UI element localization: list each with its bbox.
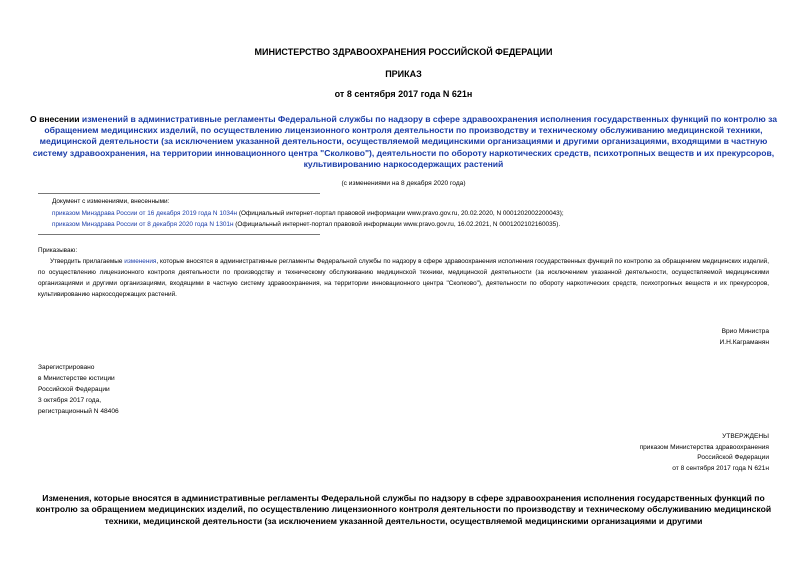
registration-line: регистрационный N 48406 — [38, 408, 119, 415]
order-title-link[interactable]: изменений в административные регламенты Федеральной службы по надзору в сфере здравоохранения исполнения государственных функций по контролю за обращением медицинских изделий, по осуществлению лицензионного контроля деятельности по производству и техническому обслуживанию медицинской техники, медицинской деятельности (за исключением указанной деятельности, осуществляемой медицинскими организациями и другими организациями, входящими в частную систему здравоохранения, на территории инновационного центра "Сколково"), деятельности по обороту наркотических средств, психотропных веществ и их прекурсоров, культивированию наркосодержащих растений — [32, 114, 778, 169]
order-approve-link[interactable]: изменения — [124, 258, 157, 265]
doc-type-heading: ПРИКАЗ — [385, 69, 422, 79]
approved-line: приказом Министерства здравоохранения — [639, 443, 769, 451]
order-approve-text: , которые вносятся в административные регламенты Федеральной службы по надзору в сфере здравоохранения исполнения государственных функций по контролю за обращением медицинских изделий, по осуществлению лицензионного контроля деятельности по производству и техническому обслуживанию медицинской техники, медицинской деятельности (за исключением указанной деятельности, осуществляемой медицинскими организациями и другими организациями, входящими в частную систему здравоохранения, на территории инновационного центра "Сколково"), деятельности по обороту наркотических средств, психотропных веществ и их прекурсоров, культивированию наркосодержащих растений. — [38, 258, 769, 298]
approved-line: УТВЕРЖДЕНЫ — [722, 433, 769, 440]
divider-top — [38, 193, 320, 194]
change-docs-intro: Документ с изменениями, внесенными: — [52, 198, 170, 205]
change-doc-item — [52, 210, 564, 217]
amendments-note: (с изменениями на 8 декабря 2020 года) — [341, 180, 466, 187]
signature-block — [720, 327, 769, 348]
signature-name: И.Н.Каграманян — [719, 338, 769, 346]
order-title — [30, 114, 777, 170]
approved-line: от 8 сентября 2017 года N 621н — [672, 464, 769, 472]
order-approve-prefix: Утвердить прилагаемые — [50, 258, 125, 265]
signature-position: Врио Министра — [721, 328, 769, 335]
registration-line: Российской Федерации — [38, 386, 110, 393]
change-doc-source: (Официальный интернет-портал правовой информации www.pravo.gov.ru, 20.02.2020, N 0001202002200043); — [237, 210, 564, 217]
ministry-heading: МИНИСТЕРСТВО ЗДРАВООХРАНЕНИЯ РОССИЙСКОЙ ФЕДЕРАЦИИ — [254, 47, 553, 57]
registration-block — [38, 362, 119, 417]
order-intro: Приказываю: — [38, 247, 78, 254]
date-number-heading: от 8 сентября 2017 года N 621н — [334, 89, 473, 99]
change-doc-link[interactable]: приказом Минздрава России от 8 декабря 2020 года N 1301н — [52, 221, 234, 228]
approved-block — [640, 432, 769, 474]
change-doc-source: (Официальный интернет-портал правовой информации www.pravo.gov.ru, 16.02.2021, N 0001202102160035). — [233, 221, 561, 228]
change-doc-item — [52, 221, 560, 228]
registration-line: Зарегистрировано — [38, 364, 95, 371]
registration-line: 3 октября 2017 года, — [38, 397, 102, 404]
changes-title: Изменения, которые вносятся в административные регламенты Федеральной службы по надзору в сфере здравоохранения исполнения государственных функций по контролю за обращением медицинских изделий, по осуществлению лицензионного контроля деятельности по производству и техническому обслуживанию медицинской техники, медицинской деятельности (за исключением указанной деятельности, осуществляемой медицинскими организациями и другими — [35, 493, 772, 526]
registration-line: в Министерстве юстиции — [38, 375, 115, 382]
order-paragraph — [38, 256, 769, 300]
change-doc-link[interactable]: приказом Минздрава России от 16 декабря 2019 года N 1034н — [52, 210, 238, 217]
order-title-prefix: О внесении — [30, 114, 82, 124]
approved-line: Российской Федерации — [697, 454, 769, 461]
divider-bottom — [38, 234, 320, 235]
